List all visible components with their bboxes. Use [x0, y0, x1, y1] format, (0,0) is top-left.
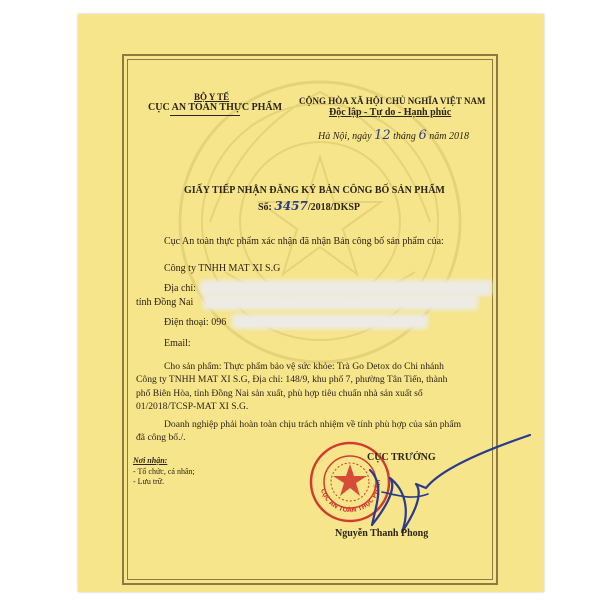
- redacted-phone: [232, 314, 428, 329]
- address-tail: tỉnh Đồng Nai: [136, 297, 194, 308]
- number-suffix: /2018/DKSP: [307, 202, 361, 213]
- date-day: 12: [374, 128, 391, 143]
- seal-text: CỤC AN TOÀN THỰC PHẨM: [318, 479, 383, 515]
- recipients-label: Nơi nhận:: [133, 456, 168, 465]
- date-year: năm 2018: [429, 131, 469, 142]
- responsibility-line: Doanh nghiệp phải hoàn toàn chịu trách nhiệm về tính phù hợp của sản phẩm: [164, 419, 462, 430]
- agency-name: CỤC AN TOÀN THỰC PHẨM: [148, 102, 283, 113]
- number-handwritten: 3457: [274, 199, 308, 213]
- address-label: Địa chỉ:: [164, 283, 196, 294]
- recipient-item: - Lưu trữ.: [133, 477, 165, 486]
- product-line: phố Biên Hòa, tỉnh Đồng Nai sản xuất, phù hợp tiêu chuẩn nhà sản xuất số: [136, 387, 423, 399]
- document-title: GIẤY TIẾP NHẬN ĐĂNG KÝ BẢN CÔNG BỐ SẢN PHẨM: [184, 185, 445, 196]
- document-number: [258, 199, 360, 213]
- issue-date: [318, 128, 469, 143]
- redacted-address-line2: [203, 294, 478, 310]
- agency-underline: [170, 115, 240, 116]
- national-motto: Độc lập - Tự do - Hạnh phúc: [329, 107, 452, 118]
- signer-name: Nguyễn Thanh Phong: [335, 528, 429, 539]
- month-prefix: tháng: [393, 131, 416, 142]
- intro-text: Cục An toàn thực phẩm xác nhận đã nhận Bản công bố sản phẩm của:: [164, 236, 444, 247]
- email-label: Email:: [164, 338, 191, 349]
- product-line: Cho sản phẩm: Thực phẩm bảo vệ sức khỏe: Trà Go Detox do Chi nhánh: [164, 361, 444, 372]
- product-line: Công ty TNHH MAT XI S.G, Địa chỉ: 148/9, khu phố 7, phường Tân Tiến, thành: [136, 374, 448, 386]
- recipient-item: - Tổ chức, cá nhân;: [133, 467, 195, 476]
- date-month: 6: [418, 128, 427, 143]
- product-paragraph: [136, 360, 496, 414]
- ministry-name: BỘ Y TẾ: [194, 92, 230, 102]
- company-name: Công ty TNHH MAT XI S.G: [164, 263, 281, 274]
- country-name: CỘNG HÒA XÃ HỘI CHỦ NGHĨA VIỆT NAM: [299, 96, 486, 106]
- phone-label: Điện thoại: 096: [164, 317, 227, 328]
- product-line: 01/2018/TCSP-MAT XI S.G.: [136, 401, 249, 413]
- number-prefix: Số:: [258, 202, 272, 213]
- signer-title: CỤC TRƯỞNG: [367, 452, 436, 463]
- responsibility-line: đã công bố./.: [136, 432, 186, 444]
- date-prefix: Hà Nội, ngày: [318, 131, 372, 142]
